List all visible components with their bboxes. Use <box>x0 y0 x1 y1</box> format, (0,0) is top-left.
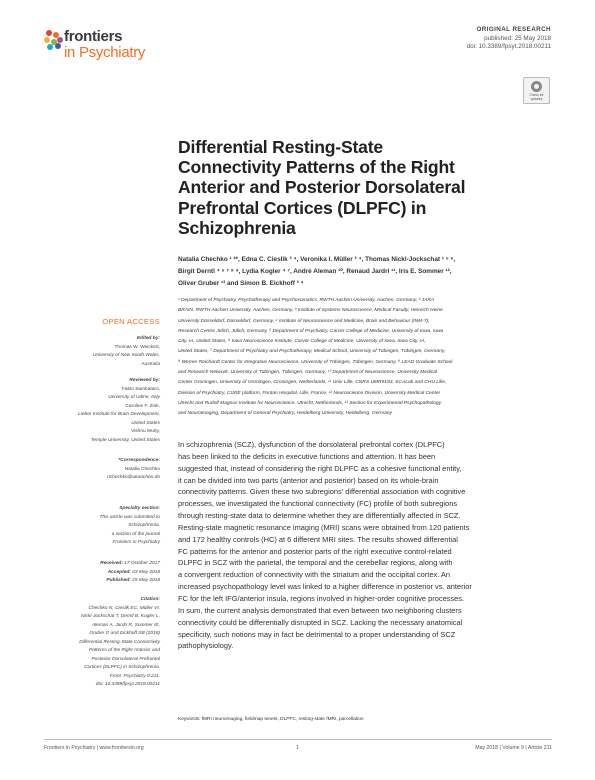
page-number: 1 <box>296 745 299 751</box>
citation-block <box>44 596 160 690</box>
abstract-line: In sum, the current analysis demonstrated that even between two neighboring clusters <box>178 605 462 615</box>
citation-line: Posterior Dorsolateral Prefrontal <box>91 656 160 662</box>
reviewed-by-block <box>44 377 160 445</box>
frontiers-logo-icon <box>44 30 66 52</box>
citation-line: Differential Resting-State Connectivity <box>79 639 160 645</box>
title-line: Connectivity Patterns of the Right <box>178 157 455 178</box>
abstract-line: pathophysiology. <box>178 641 234 651</box>
reviewer-line: Vishnu Murty, <box>131 429 160 434</box>
logo-dot <box>44 37 50 43</box>
abstract-line: and 172 healthy controls (HC) at 6 different MRI sites. The results showed differential <box>178 534 458 544</box>
received-date: 17 October 2017 <box>124 561 160 566</box>
affiliations <box>178 296 558 420</box>
citation-line: Patterns of the Right Anterior and <box>88 648 160 653</box>
affiliation-line: University Düsseldorf, Düsseldorf, Germany, ⁴ Institute of Neuroscience and Medicine, Brain and Behaviour (INM-7), <box>178 318 430 324</box>
published-date: published: 25 May 2018 <box>484 34 551 42</box>
dates-block <box>44 560 160 586</box>
title-line: Anterior and Posterior Dorsolateral <box>178 177 466 198</box>
specialty-heading: Specialty section: <box>119 506 160 511</box>
specialty-line: a section of the journal <box>111 531 160 537</box>
abstract-line: Resting-state magnetic resonance imaging (MRI) scans were obtained from 120 patients <box>178 522 470 532</box>
abstract-line: increased psychopathology level was linked to a higher difference in posterior vs. anterior <box>178 582 472 592</box>
editor-affiliation: University of New South Wales, <box>92 353 160 358</box>
affiliation-line: and Neuroimaging, Department of General Psychiatry, Heidelberg University, Heidelberg, Germany <box>178 411 393 417</box>
doi: doi: 10.3389/fpsyt.2018.00211 <box>466 43 551 50</box>
specialty-block <box>44 505 160 548</box>
specialty-line: This article was submitted to <box>99 514 160 520</box>
editor-affiliation: Australia <box>141 361 160 367</box>
author-list <box>178 254 558 290</box>
reviewer-line: United States <box>131 420 160 426</box>
abstract-line: has been linked to the deficits in executive functions and attention. It has been <box>178 451 436 461</box>
abstract-line: it can be divided into two parts (anterior and posterior) based on its whole-brain <box>178 475 439 485</box>
affiliation-line: ⁸ Werner Reichardt Center for Integrative Neuroscience, University of Tübingen, Tübingen, Germany, ⁹ LEAD Graduate School <box>178 359 453 365</box>
abstract-line: through resting-state data to determine whether they are differentially affected in SCZ. <box>178 511 461 521</box>
title-line: Prefrontal Cortices (DLPFC) in <box>178 197 427 218</box>
reviewed-by-heading: Reviewed by: <box>129 378 160 383</box>
title-line: Schizophrenia <box>178 217 296 238</box>
abstract-line: specificity, such notions may in fact be detrimental to a proper understanding of SCZ <box>178 629 456 639</box>
journal-name: in Psychiatry <box>64 44 146 61</box>
logo-dot <box>55 43 61 49</box>
footer-issue-info: May 2018 | Volume 9 | Article 211 <box>475 745 552 751</box>
author-line: Natalia Chechko ¹ ²*, Edna C. Cieslik ³ ⁴, Veronika I. Müller ³ ⁴, Thomas Nickl-Jockschat ¹ ⁵ ⁶, <box>178 256 456 263</box>
article-title <box>178 137 518 238</box>
updates-icon <box>531 81 542 92</box>
reviewer-line: Caroline F. Zink, <box>125 403 160 409</box>
brand-name: frontiers <box>64 28 123 45</box>
abstract-line: processes, we investigated the functional connectivity (FC) profile of both subregions <box>178 499 458 509</box>
badge-label: Check for updates <box>529 93 544 101</box>
affiliation-line: and Research Network, University of Tübingen, Tübingen, Germany, ¹⁰ Department of Neuroscience, University Medical <box>178 370 438 376</box>
citation-line: Gruber O and Eickhoff SB (2018) <box>89 631 160 636</box>
accepted-row <box>44 569 160 578</box>
abstract-line: connectivity could be differentially disrupted in SCZ. Lacking the necessary anatomical <box>178 617 463 627</box>
reviewer-line: Temple University, United States <box>90 437 160 443</box>
affiliation-line: Center Groningen, University of Groningen, Groningen, Netherlands, ¹¹ Univ Lille, CNRS UMR9193, SCALab and CHU Lille, <box>178 380 447 386</box>
affiliation-line: BRAIN, RWTH Aachen University, Aachen, Germany, ³ Institute of Systems Neuroscience, Medical Faculty, Heinrich Heine <box>178 308 443 314</box>
footer-divider <box>44 739 552 740</box>
accepted-heading: Accepted: <box>107 569 131 575</box>
author-line: Oliver Gruber ¹³ and Simon B. Eickhoff ³ ⁴ <box>178 280 304 287</box>
author-line: Birgit Derntl ⁴ ⁶ ⁷ ⁸ ⁹, Lydia Kogler ⁴ ⁷, André Aleman ¹⁰, Renaud Jardri ¹¹, Iris E. Sommer ¹², <box>178 268 452 275</box>
abstract <box>178 439 552 652</box>
citation-line: Cortices (DLPFC) in Schizophrenia. <box>84 665 160 670</box>
citation-line: Front. Psychiatry 9:211. <box>109 673 160 679</box>
article-type: ORIGINAL RESEARCH <box>476 26 551 33</box>
affiliation-line: City, IA, United States, ⁶ Iowa Neuroscience Institute, Carver College of Medicine, University of Iowa, Iowa City, IA, <box>178 339 426 345</box>
reviewer-line: Fabio Sambataro, <box>121 386 160 392</box>
reviewer-line: University of Udine, Italy <box>108 395 160 400</box>
affiliation-line: Research Centre Jülich, Jülich, Germany, ⁵ Department of Psychiatry, Carver College of Medicine, University of Iowa, Iowa <box>178 328 444 334</box>
published-date-side: 25 May 2018 <box>132 578 160 583</box>
edited-by-heading: Edited by: <box>136 336 160 341</box>
abstract-line: connectivity patterns. Given these two subregions' differential association with cognitive <box>178 487 466 497</box>
citation-line: Nickl-Jockschat T, Derntl B, Kogler L, <box>81 614 160 619</box>
check-for-updates-badge[interactable] <box>523 77 550 104</box>
logo-dot <box>47 44 53 50</box>
citation-heading: Citation: <box>140 597 160 602</box>
correspondence-block <box>44 457 160 483</box>
correspondence-email[interactable]: nchechko@ukaachen.de <box>107 475 160 480</box>
affiliation-line: Division of Psychiatry, CURE platform, Fontan Hospital, Lille, France, ¹² Neuroscience Division, University Medical Center <box>178 390 441 396</box>
accepted-date: 03 May 2018 <box>132 569 160 575</box>
correspondence-heading: *Correspondence: <box>118 458 160 463</box>
published-row <box>44 577 160 586</box>
article-meta <box>467 26 551 52</box>
logo-dot <box>46 30 52 36</box>
received-heading: Received: <box>100 561 123 566</box>
journal-logo <box>44 26 184 66</box>
correspondence-name: Natalia Chechko <box>124 466 160 472</box>
specialty-line: Frontiers in Psychiatry <box>112 540 160 545</box>
logo-dot <box>57 37 63 43</box>
citation-line: Aleman A, Jardri R, Sommer IE, <box>91 622 160 628</box>
abstract-line: FC patterns for the anterior and posterior parts of the right executive control-related <box>178 546 452 556</box>
abstract-line: a convergent reduction of connectivity with the striatum and the occipital cortex. An <box>178 570 451 580</box>
abstract-line: FC for the left IFG/anterior insula, regions involved in higher-order cognitive processes. <box>178 593 465 603</box>
citation-line: Chechko N, Cieslik EC, Müller VI, <box>88 605 160 611</box>
affiliation-line: United States, ⁷ Department of Psychiatry and Psychotherapy, Medical School, University of Tübingen, Tübingen, Germany, <box>178 349 446 355</box>
title-line: Differential Resting-State <box>178 137 383 157</box>
affiliation-line: ¹ Department of Psychiatry, Psychotherapy and Psychosomatics, RWTH Aachen University, Aachen, Germany, ² JARA <box>178 298 435 303</box>
abstract-line: In schizophrenia (SCZ), dysfunction of the dorsolateral prefrontal cortex (DLPFC) <box>178 440 445 449</box>
reviewer-line: Lieber Institute for Brain Development, <box>78 412 160 417</box>
abstract-line: DLPFC in SCZ with the parietal, the temporal and the cerebellar regions, along with <box>178 558 453 568</box>
footer-journal-link[interactable]: Frontiers in Psychiatry | www.frontiersin.org <box>44 745 144 751</box>
open-access-label: OPEN ACCESS <box>102 317 160 326</box>
citation-line[interactable]: doi: 10.3389/fpsyt.2018.00211 <box>95 682 160 687</box>
published-heading: Published: <box>106 578 131 583</box>
abstract-line: suggested that, instead of considering the right DLPFC as a cohesive functional entity, <box>178 463 462 473</box>
edited-by-block <box>44 335 160 369</box>
affiliation-line: Utrecht and Rudolf Magnus Institute for Neuroscience, Utrecht, Netherlands, ¹³ Section for Experimental Psychopathology <box>178 400 442 406</box>
editor-name: Thomas W. Weickert, <box>114 344 160 350</box>
keywords: Keywords: fMRI neuroimaging, fieldmap tenets, DLPFC, resting-state fMRI, parcellation <box>178 717 364 722</box>
received-row <box>44 560 160 569</box>
specialty-line: Schizophrenia, <box>128 523 160 528</box>
